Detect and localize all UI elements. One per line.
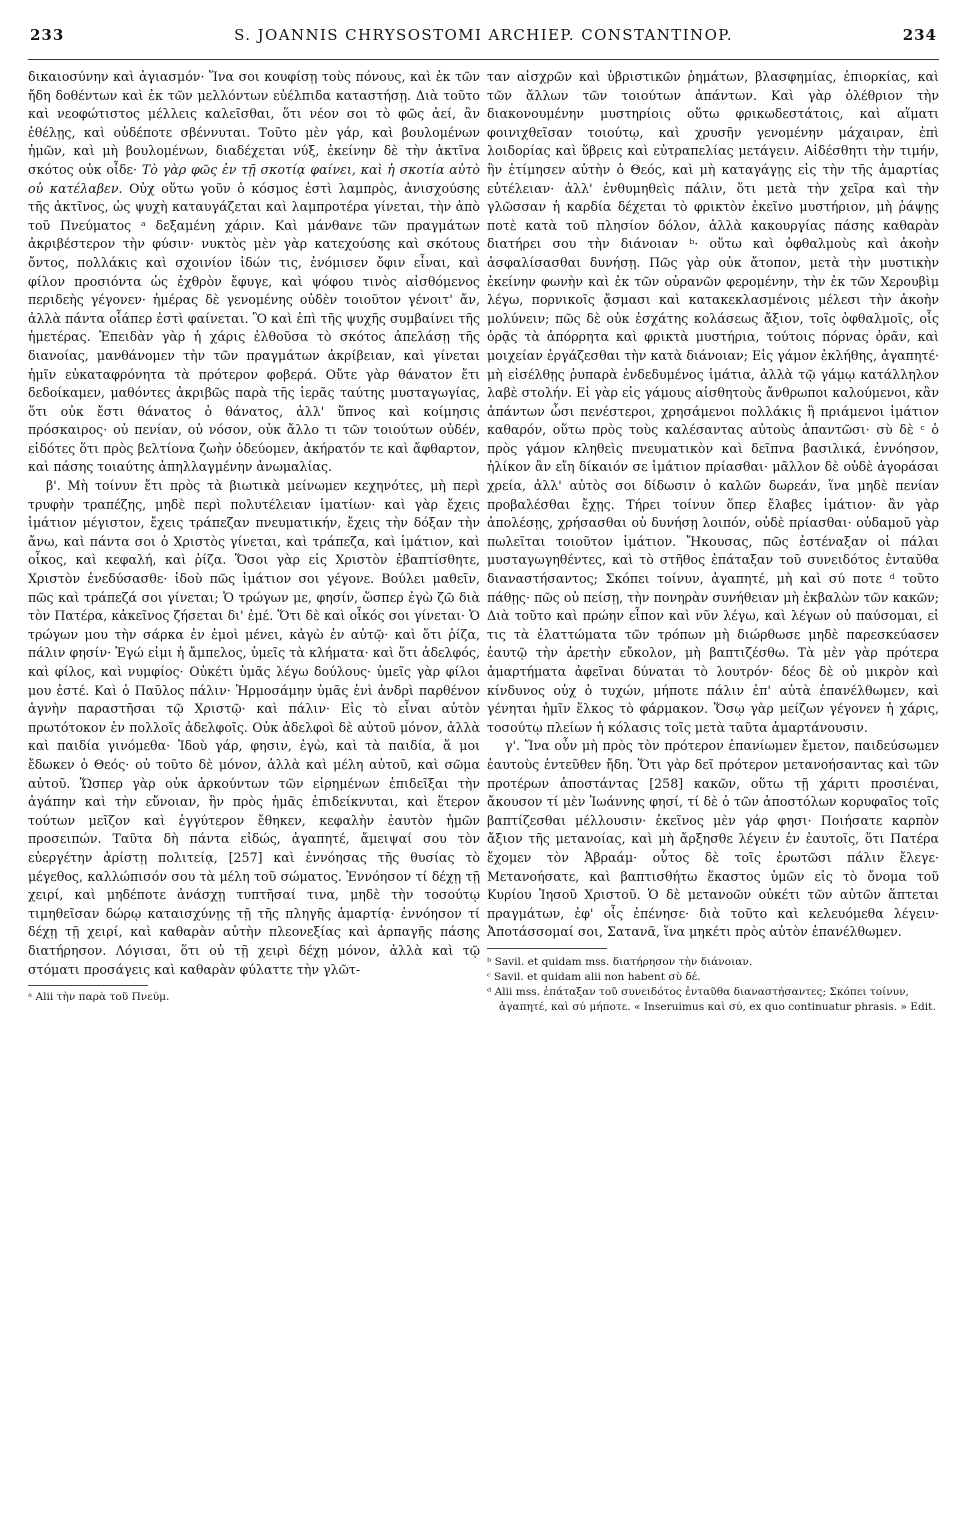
- running-title: S. JOANNIS CHRYSOSTOMI ARCHIEP. CONSTANTINOP.: [234, 26, 733, 44]
- right-paragraph-1: ταν αἰσχρῶν καὶ ὑβριστικῶν ῥημάτων, βλασφημίας, ἐπιορκίας, καὶ τῶν ἄλλων τῶν τοιούτων ἁπάντων. Καὶ γὰρ ὀλέθριον τὴν διακονουμένην μυστηρίοις οὕτω φρικωδεστάτοις, καὶ αἵματι φοινιχθεῖσαν τοιούτῳ, καὶ χρυσῆν γενομένην μάχαιραν, ἐπὶ λοιδορίας καὶ ὕβρεις καὶ εὐτραπελίας μετάγειν. Αἰδέσθητι τὴν τιμήν, ἣν ἐτίμησεν αὐτὴν ὁ Θεός, καὶ μὴ καταγάγῃς εἰς τὴν τῆς ἁμαρτίας εὐτέλειαν· ἀλλ' ἐνθυμηθεὶς πάλιν, ὅτι μετὰ τὴν χεῖρα καὶ τὴν γλῶσσαν ἡ καρδία δέχεται τὸ φρικτὸν ἐκεῖνο μυστήριον, μὴ ῥάψῃς ποτὲ κατὰ τοῦ πλησίον δόλον, ἀλλὰ κακουργίας πάσης καθαρὰν διατήρει σου τὴν διάνοιαν ᵇ· οὕτω καὶ ὀφθαλμοὺς καὶ ἀκοὴν ἀσφαλίσασθαι δυνήσῃ. Πῶς γὰρ οὐκ ἄτοπον, μετὰ τὴν μυστικὴν ἐκείνην φωνὴν καὶ ἐκ τῶν οὐρανῶν φερομένην, τὴν ἐκ τῶν Χερουβὶμ λέγω, πορνικοῖς ᾄσμασι καὶ κατακεκλασμένοις μέλεσι τὴν ἀκοὴν μολύνειν; πῶς δὲ οὐκ ἐσχάτης κολάσεως ἄξιον, τοῖς ὀφθαλμοῖς, οἷς ὁρᾷς τὰ ἀπόρρητα καὶ φρικτὰ μυστήρια, τούτοις πόρνας ὁρᾶν, καὶ μοιχείαν ἐργάζεσθαι τὴν κατὰ διάνοιαν; Εἰς γάμον ἐκλήθης, ἀγαπητέ· μὴ εἰσέλθῃς ῥυπαρὰ ἐνδεδυμένος ἱμάτια, ἀλλὰ τῷ γάμῳ κατάλληλον λαβὲ στολήν. Εἰ γὰρ εἰς γάμους αἰσθητοὺς ἄνθρωποι καλούμενοι, κἂν ἁπάντων ὦσι πενέστεροι, χρησάμενοι πολλάκις ἢ πριάμενοι ἱμάτιον καθαρόν, οὕτω πρὸς τοὺς καλέσαντας αὐτοὺς ἀπαντῶσι· σὺ δὲ ᶜ ὁ πρὸς γάμον κληθεὶς πνευματικὸν καὶ δεῖπνα βασιλικά, ἐννόησον, ἡλίκον ἂν εἴη δίκαιόν σε ἱμάτιον πρίασθαι· μᾶλλον δὲ οὐδὲ ἀγοράσαι χρεία, ἀλλ' αὐτὸς σοι δίδωσιν ὁ καλῶν δωρεάν, ἵνα μηδὲ πενίαν προβαλέσθαι ἔχῃς. Τήρει τοίνυν ὅπερ ἔλαβες ἱμάτιον· ἂν γὰρ ἀπολέσῃς, χρήσασθαι οὐ δυνήσῃ λοιπόν, οὐδὲ πρίασθαι· οὐδαμοῦ γὰρ πωλεῖται τοιοῦτον ἱμάτιον. Ἤκουσας, πῶς ἐστέναξαν οἱ πάλαι μυσταγωγηθέντες, καὶ τὸ στῆθος ἐπάταξαν τοῦ συνειδότος ἐνταῦθα διαναστήσαντος; Σκόπει τοίνυν, ἀγαπητέ, μὴ καὶ σύ ποτε ᵈ τοῦτο πάθῃς· πῶς οὐ πείσῃ, τὴν πονηρὰν συνήθειαν μὴ ἐκβαλὼν τῶν κακῶν; Διὰ τοῦτο καὶ πρώην εἶπον καὶ νῦν λέγω, καὶ λέγων οὐ παύσομαι, εἰ τις τὰ ἐλαττώματα τῶν τρόπων μὴ διώρθωσε μηδὲ παρεσκεύασεν ἑαυτῷ τὴν ἀρετὴν εὔκολον, μὴ βαπτιζέσθω. Τὰ μὲν γὰρ πρότερα ἁμαρτήματα ἀφεῖναι δύναται τὸ λουτρόν· δέος δὲ οὐ μικρὸν καὶ κίνδυνος οὐχ ὁ τυχών, μήποτε πάλιν ἐπ' αὐτὰ ἐπανέλθωμεν, καὶ γένηται ἡμῖν ἕλκος τὸ φάρμακον. Ὅσῳ γὰρ μείζων γέγονεν ἡ χάρις, τοσούτῳ πλείων ἡ κόλασις τοῖς μετὰ ταῦτα ἁμαρτάνουσιν.: [487, 69, 939, 735]
- left-paragraph-1: [28, 68, 480, 477]
- left-footnotes: [28, 990, 480, 1005]
- page-number-left: 233: [30, 26, 65, 44]
- right-paragraph-2: γ'. Ἵνα οὖν μὴ πρὸς τὸν πρότερον ἐπανίωμεν ἔμετον, παιδεύσωμεν ἑαυτοὺς ἐντεῦθεν ἤδη. Ὅτι γὰρ δεῖ πρότερον μετανοήσαντας καὶ τῶν προτέρων ἀποστάντας [258] κακῶν, οὕτω τῇ χάριτι προσιέναι, ἄκουσον τί μὲν Ἰωάννης φησί, τί δὲ ὁ τῶν ἀποστόλων κορυφαῖος τοῖς βαπτίζεσθαι μέλλουσιν· ἐκεῖνος μὲν γάρ φησι· Ποιήσατε καρπὸν ἄξιον τῆς μετανοίας, καὶ μὴ ἄρξησθε λέγειν ἐν ἑαυτοῖς, ὅτι Πατέρα ἔχομεν τὸν Ἀβραάμ· οὗτος δὲ τοῖς ἐρωτῶσι πάλιν ἔλεγε· Μετανοήσατε, καὶ βαπτισθήτω ἕκαστος ὑμῶν εἰς τὸ ὄνομα τοῦ Κυρίου Ἰησοῦ Χριστοῦ. Ὁ δὲ μετανοῶν οὐκέτι τῶν αὐτῶν ἅπτεται πραγμάτων, ἐφ' οἷς ἐπένησε· διὰ τοῦτο καὶ κελευόμεθα λέγειν· Ἀποτάσσομαί σοι, Σατανᾶ, ἵνα μηκέτι πρὸς αὐτὸν ἐπανέλθωμεν.: [487, 738, 939, 940]
- page-header: [28, 26, 939, 60]
- page-number-right: 234: [902, 26, 937, 44]
- left-p1-text: δικαιοσύνην καὶ ἁγιασμόν· Ἵνα σοι κουφίσῃ τοὺς πόνους, καὶ ἐκ τῶν ἤδη δοθέντων καὶ ἐκ τῶν μελλόντων εὐέλπιδα καταστήσῃ. Διὰ τοῦτο καὶ νεοφώτιστος μέλλεις καλεῖσθαι, ὅτι νέον σοι τὸ φῶς ἀεί, ἂν ἐθέλῃς, καὶ οὐδέποτε σβέννυται. Τοῦτο μὲν γάρ, καὶ βουλομένων ἡμῶν, καὶ μὴ βουλομένων, διαδέχεται νύξ, ἐκείνην δὲ τὴν ἀκτῖνα σκότος οὐκ οἶδε·: [28, 69, 480, 177]
- left-column: [28, 68, 480, 1015]
- scripture-citation: Τὸ γὰρ φῶς ἐν τῇ σκοτίᾳ φαίνει, καὶ ἡ σκοτία αὐτὸ οὐ κατέλαβεν.: [28, 161, 480, 196]
- left-paragraph-2: β'. Μὴ τοίνυν ἔτι πρὸς τὰ βιωτικὰ μείνωμεν κεχηνότες, μὴ περὶ τρυφὴν τραπέζης, μηδὲ περὶ πολυτέλειαν ἱματίων· καὶ γὰρ ἔχεις ἱμάτιον μέγιστον, ἔχεις τράπεζαν πνευματικήν, ἔχεις τὴν δόξαν τὴν ἄνω, καὶ πάντα σοι ὁ Χριστὸς γίνεται, καὶ τράπεζα, καὶ ἱμάτιον, καὶ οἶκος, καὶ κεφαλή, καὶ ῥίζα. Ὅσοι γὰρ εἰς Χριστὸν ἐβαπτίσθητε, Χριστὸν ἐνεδύσασθε· ἰδοὺ πῶς ἱμάτιον σοι γέγονε. Βούλει μαθεῖν, πῶς καὶ τράπεζά σοι γίνεται; Ὁ τρώγων με, φησίν, ὥσπερ ἐγὼ ζῶ διὰ τὸν Πατέρα, κἀκεῖνος ζήσεται δι' ἐμέ. Ὅτι δὲ καὶ οἶκός σοι γίνεται· Ὁ τρώγων μου τὴν σάρκα ἐν ἐμοὶ μένει, κἀγὼ ἐν αὐτῷ· καὶ ὅτι ῥίζα, πάλιν φησίν· Ἐγώ εἰμι ἡ ἄμπελος, ὑμεῖς τὰ κλήματα· καὶ ὅτι ἀδελφός, καὶ φίλος, καὶ νυμφίος· Οὐκέτι ὑμᾶς λέγω δούλους· ὑμεῖς γὰρ φίλοι μου ἐστέ. Καὶ ὁ Παῦλος πάλιν· Ἡρμοσάμην ὑμᾶς ἑνὶ ἀνδρὶ παρθένον ἁγνὴν παραστῆσαι τῷ Χριστῷ· καὶ πάλιν· Εἰς τὸ εἶναι αὐτὸν πρωτότοκον ἐν πολλοῖς ἀδελφοῖς. Οὐκ ἀδελφοὶ δὲ αὐτοῦ μόνον, ἀλλὰ καὶ παιδία γινόμεθα· Ἰδοὺ γάρ, φησιν, ἐγὼ, καὶ τὰ παιδία, ἅ μοι ἔδωκεν ὁ Θεός· οὐ τοῦτο δὲ μόνον, ἀλλὰ καὶ μέλη αὐτοῦ, καὶ σῶμα αὐτοῦ. Ὥσπερ γὰρ οὐκ ἀρκούντων τῶν εἰρημένων ἐπιδεῖξαι τὴν ἀγάπην καὶ τὴν εὔνοιαν, ἣν πρὸς ἡμᾶς ἐπιδείκνυται, καὶ ἕτερον τούτων μεῖζον καὶ ἐγγύτερον ἔθηκεν, κεφαλὴν ἑαυτὸν ἡμῶν προσειπών. Ταῦτα δὴ πάντα εἰδώς, ἀγαπητέ, ἄμειψαί σου τὸν εὐεργέτην ἀρίστῃ πολιτείᾳ, [257] καὶ ἐννόησας τῆς θυσίας τὸ μέγεθος, καλλώπισόν σου τὰ μέλη τοῦ σώματος. Ἐννόησον τί δέχῃ τῇ χειρί, καὶ μηδέποτε ἀνάσχῃ τυπτῆσαί τινα, μηδὲ τὴν τοσούτῳ τιμηθεῖσαν δώρῳ καταισχύνῃς τῇ τῆς πληγῆς ἁμαρτίᾳ· ἐννόησον τί δέχῃ τῇ χειρί, καὶ καθαρὰν αὐτὴν πλεονεξίας καὶ ἁρπαγῆς πάσης διατήρησον. Λόγισαι, ὅτι οὐ τῇ χειρὶ δέχῃ μόνον, ἀλλὰ καὶ τῷ στόματι προσάγεις καὶ καθαρὰν φύλαττε τὴν γλῶτ-: [28, 478, 480, 977]
- left-p1-continuation: Οὐχ οὕτω γοῦν ὁ κόσμος ἐστὶ λαμπρὸς, ἀνισχούσης τῆς ἀκτῖνος, ὡς ψυχὴ καταυγάζεται καὶ λαμπροτέρα γίνεται, τὴν ἀπὸ τοῦ Πνεύματος ᵃ δεξαμένη χάριν. Καὶ μάνθανε τῶν πραγμάτων ἀκριβέστερον τὴν φύσιν· νυκτὸς μὲν γὰρ κατεχούσης καὶ σκότους ὄντος, πολλάκις καὶ σχοινίον ἰδών τις, ἐνόμισεν ὄφιν εἶναι, καὶ φίλον προσιόντα ὡς ἐχθρὸν ἔφυγε, καὶ ψόφου τινὸς αἰσθόμενος περιδεὴς γέγονεν· ἡμέρας δὲ γενομένης οὐδὲν τοιοῦτον γένοιτ' ἄν, ἀλλὰ πάντα οἷάπερ ἐστὶ φαίνεται. Ὃ καὶ ἐπὶ τῆς ψυχῆς συμβαίνει τῆς ἡμετέρας. Ἐπειδὰν γὰρ ἡ χάρις ἐλθοῦσα τὸ σκότος ἀπελάσῃ τῆς διανοίας, μανθάνομεν τὴν τῶν πραγμάτων ἀκρίβειαν, καὶ γίνεται ἡμῖν εὐκαταφρόνητα τὰ πρότερον φοβερά. Οὔτε γὰρ θάνατον ἔτι δεδοίκαμεν, μαθόντες ἀκριβῶς παρὰ τῆς ἱερᾶς ταύτης μυσταγωγίας, ὅτι οὐκ ἔστι θάνατος ὁ θάνατος, ἀλλ' ὕπνος καὶ κοίμησις πρόσκαιρος· οὐ πενίαν, οὐ νόσον, οὐκ ἄλλο τι τῶν τοιούτων οὐδέν, εἰδότες ὅτι πρὸς βελτίονα ζωὴν ὁδεύομεν, ἀκήρατόν τε καὶ ἄφθαρτον, καὶ πάσης τοιαύτης ἀπηλλαγμένην ἀνωμαλίας.: [28, 180, 480, 475]
- footnote-c: ᶜ Savil. et quidam alii non habent σὺ δέ.: [487, 970, 701, 983]
- right-column: [487, 68, 939, 1015]
- footnote-rule: [28, 985, 148, 986]
- footnote-b: ᵇ Savil. et quidam mss. διατήρησον τὴν διάνοιαν.: [487, 955, 753, 968]
- footnote-a: ᵃ Alii τὴν παρὰ τοῦ Πνεύμ.: [28, 991, 170, 1004]
- footnote-rule-right: [487, 948, 607, 949]
- two-column-body: [28, 68, 939, 1015]
- footnote-d: ᵈ Alii mss. ἐπάταξαν τοῦ συνειδότος ἐνταῦθα διαναστήσαντες; Σκόπει τοίνυν, ἀγαπητέ, καὶ σύ μήποτε. « Inseruimus καὶ σύ, ex quo continuatur phrasis. » Edit.: [487, 985, 936, 1013]
- right-footnotes: [487, 955, 939, 1015]
